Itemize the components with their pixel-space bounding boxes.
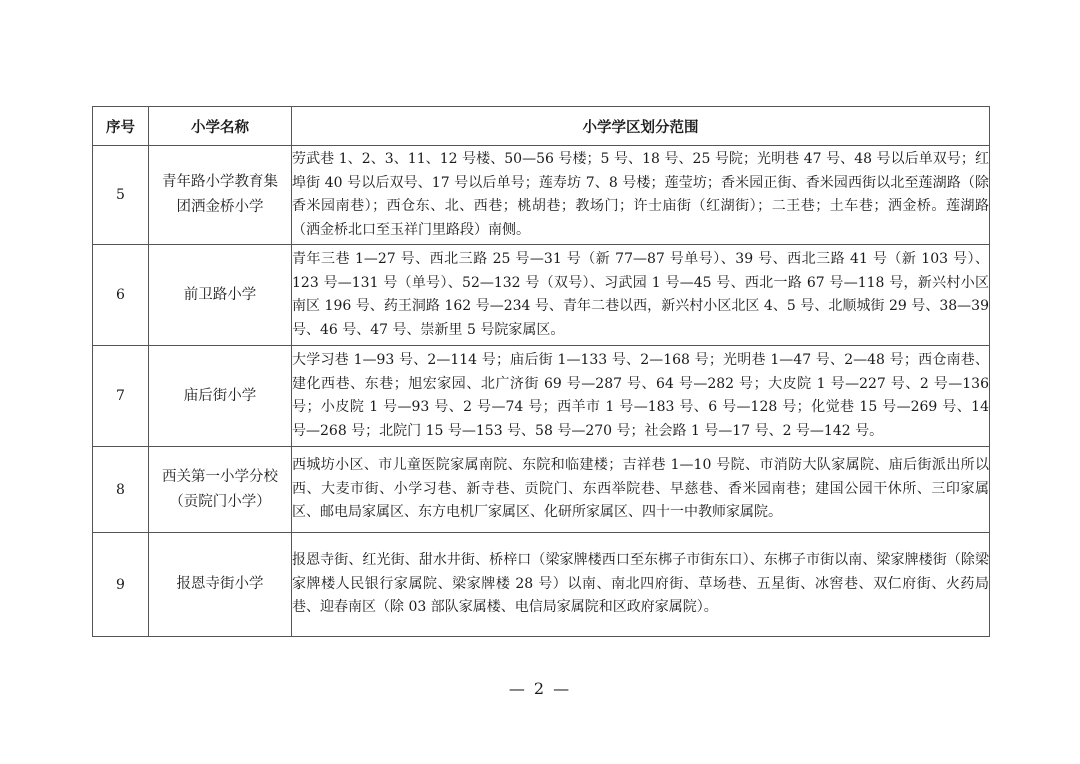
school-name <box>149 346 292 447</box>
district-range: 报恩寺街、红光街、甜水井街、桥梓口（梁家牌楼西口至东梆子市街东口）、东梆子市街以南、梁家牌楼街（除梁家牌楼人民银行家属院、梁家牌楼 28 号）以南、南北四府街、草场巷、五星街、冰窖巷、双仁府街、火药局巷、迎春南区（除 03 部队家属楼、电信局家属院和区政府家属院）。 <box>292 533 990 637</box>
school-name-line: 报恩寺街小学 <box>176 576 264 592</box>
district-range: 西城坊小区、市儿童医院家属南院、东院和临建楼；吉祥巷 1—10 号院、市消防大队家属院、庙后街派出所以西、大麦市街、小学习巷、新寺巷、贡院门、东西举院巷、早慈巷、香米园南巷；建国公园干休所、三印家属区、邮电局家属区、东方电机厂家属区、化研所家属区、四十一中教师家属院。 <box>292 447 990 533</box>
table-row <box>93 346 990 447</box>
table-row <box>93 533 990 637</box>
row-number: 7 <box>93 346 149 447</box>
row-number: 5 <box>93 146 149 245</box>
district-range: 青年三巷 1—27 号、西北三路 25 号—31 号（新 77—87 号单号）、39 号、西北三路 41 号（新 103 号）、123 号—131 号（单号）、52—132 号（双号）、习武园 1 号—45 号、西北一路 67 号—118 号，新兴村小区南区 196 号、药王洞路 162 号—234 号、青年二巷以西，新兴村小区北区 4、5 号、北顺城街 29 号、38—39 号、46 号、47 号、崇新里 5 号院家属区。 <box>292 245 990 346</box>
row-number: 9 <box>93 533 149 637</box>
header-school-name: 小学名称 <box>149 107 292 146</box>
header-number: 序号 <box>93 107 149 146</box>
school-district-table <box>92 106 990 637</box>
school-name-line: 青年路小学教育集 <box>162 174 278 190</box>
school-name-line: 前卫路小学 <box>183 286 257 303</box>
row-number: 8 <box>93 447 149 533</box>
row-number: 6 <box>93 245 149 346</box>
school-name <box>149 245 292 346</box>
school-name <box>149 533 292 637</box>
table-row <box>93 447 990 533</box>
district-range: 大学习巷 1—93 号、2—114 号；庙后街 1—133 号、2—168 号；光明巷 1—47 号、2—48 号；西仓南巷、建化西巷、东巷；旭宏家园、北广济街 69 号—287 号、64 号—282 号；大皮院 1 号—227 号、2 号—136 号；小皮院 1 号—93 号、2 号—74 号；西羊市 1 号—183 号、6 号—128 号；化觉巷 15 号—269 号、14 号—268 号；北院门 15 号—153 号、58 号—270 号；社会路 1 号—17 号、2 号—142 号。 <box>292 346 990 447</box>
page-number: — 2 — <box>508 679 572 698</box>
table-header-row <box>93 107 990 146</box>
table-row <box>93 245 990 346</box>
school-name <box>149 146 292 245</box>
district-range: 劳武巷 1、2、3、11、12 号楼、50—56 号楼；5 号、18 号、25 号院；光明巷 47 号、48 号以后单双号；红埠街 40 号以后双号、17 号以后单号；莲寿坊 7、8 号楼；莲莹坊；香米园正街、香米园西街以北至莲湖路（除香米园南巷）；西仓东、北、西巷；桃胡巷；教场门；许士庙街（红湖街）；二王巷；土车巷；洒金桥。莲湖路（洒金桥北口至玉祥门里路段）南侧。 <box>292 146 990 245</box>
school-name-line: （贡院门小学） <box>169 493 271 510</box>
school-name-line: 庙后街小学 <box>183 387 257 404</box>
table-row <box>93 146 990 245</box>
school-name-line: 团洒金桥小学 <box>176 199 264 215</box>
header-district-range: 小学学区划分范围 <box>292 107 990 146</box>
school-name <box>149 447 292 533</box>
school-name-line: 西关第一小学分校 <box>162 468 278 485</box>
